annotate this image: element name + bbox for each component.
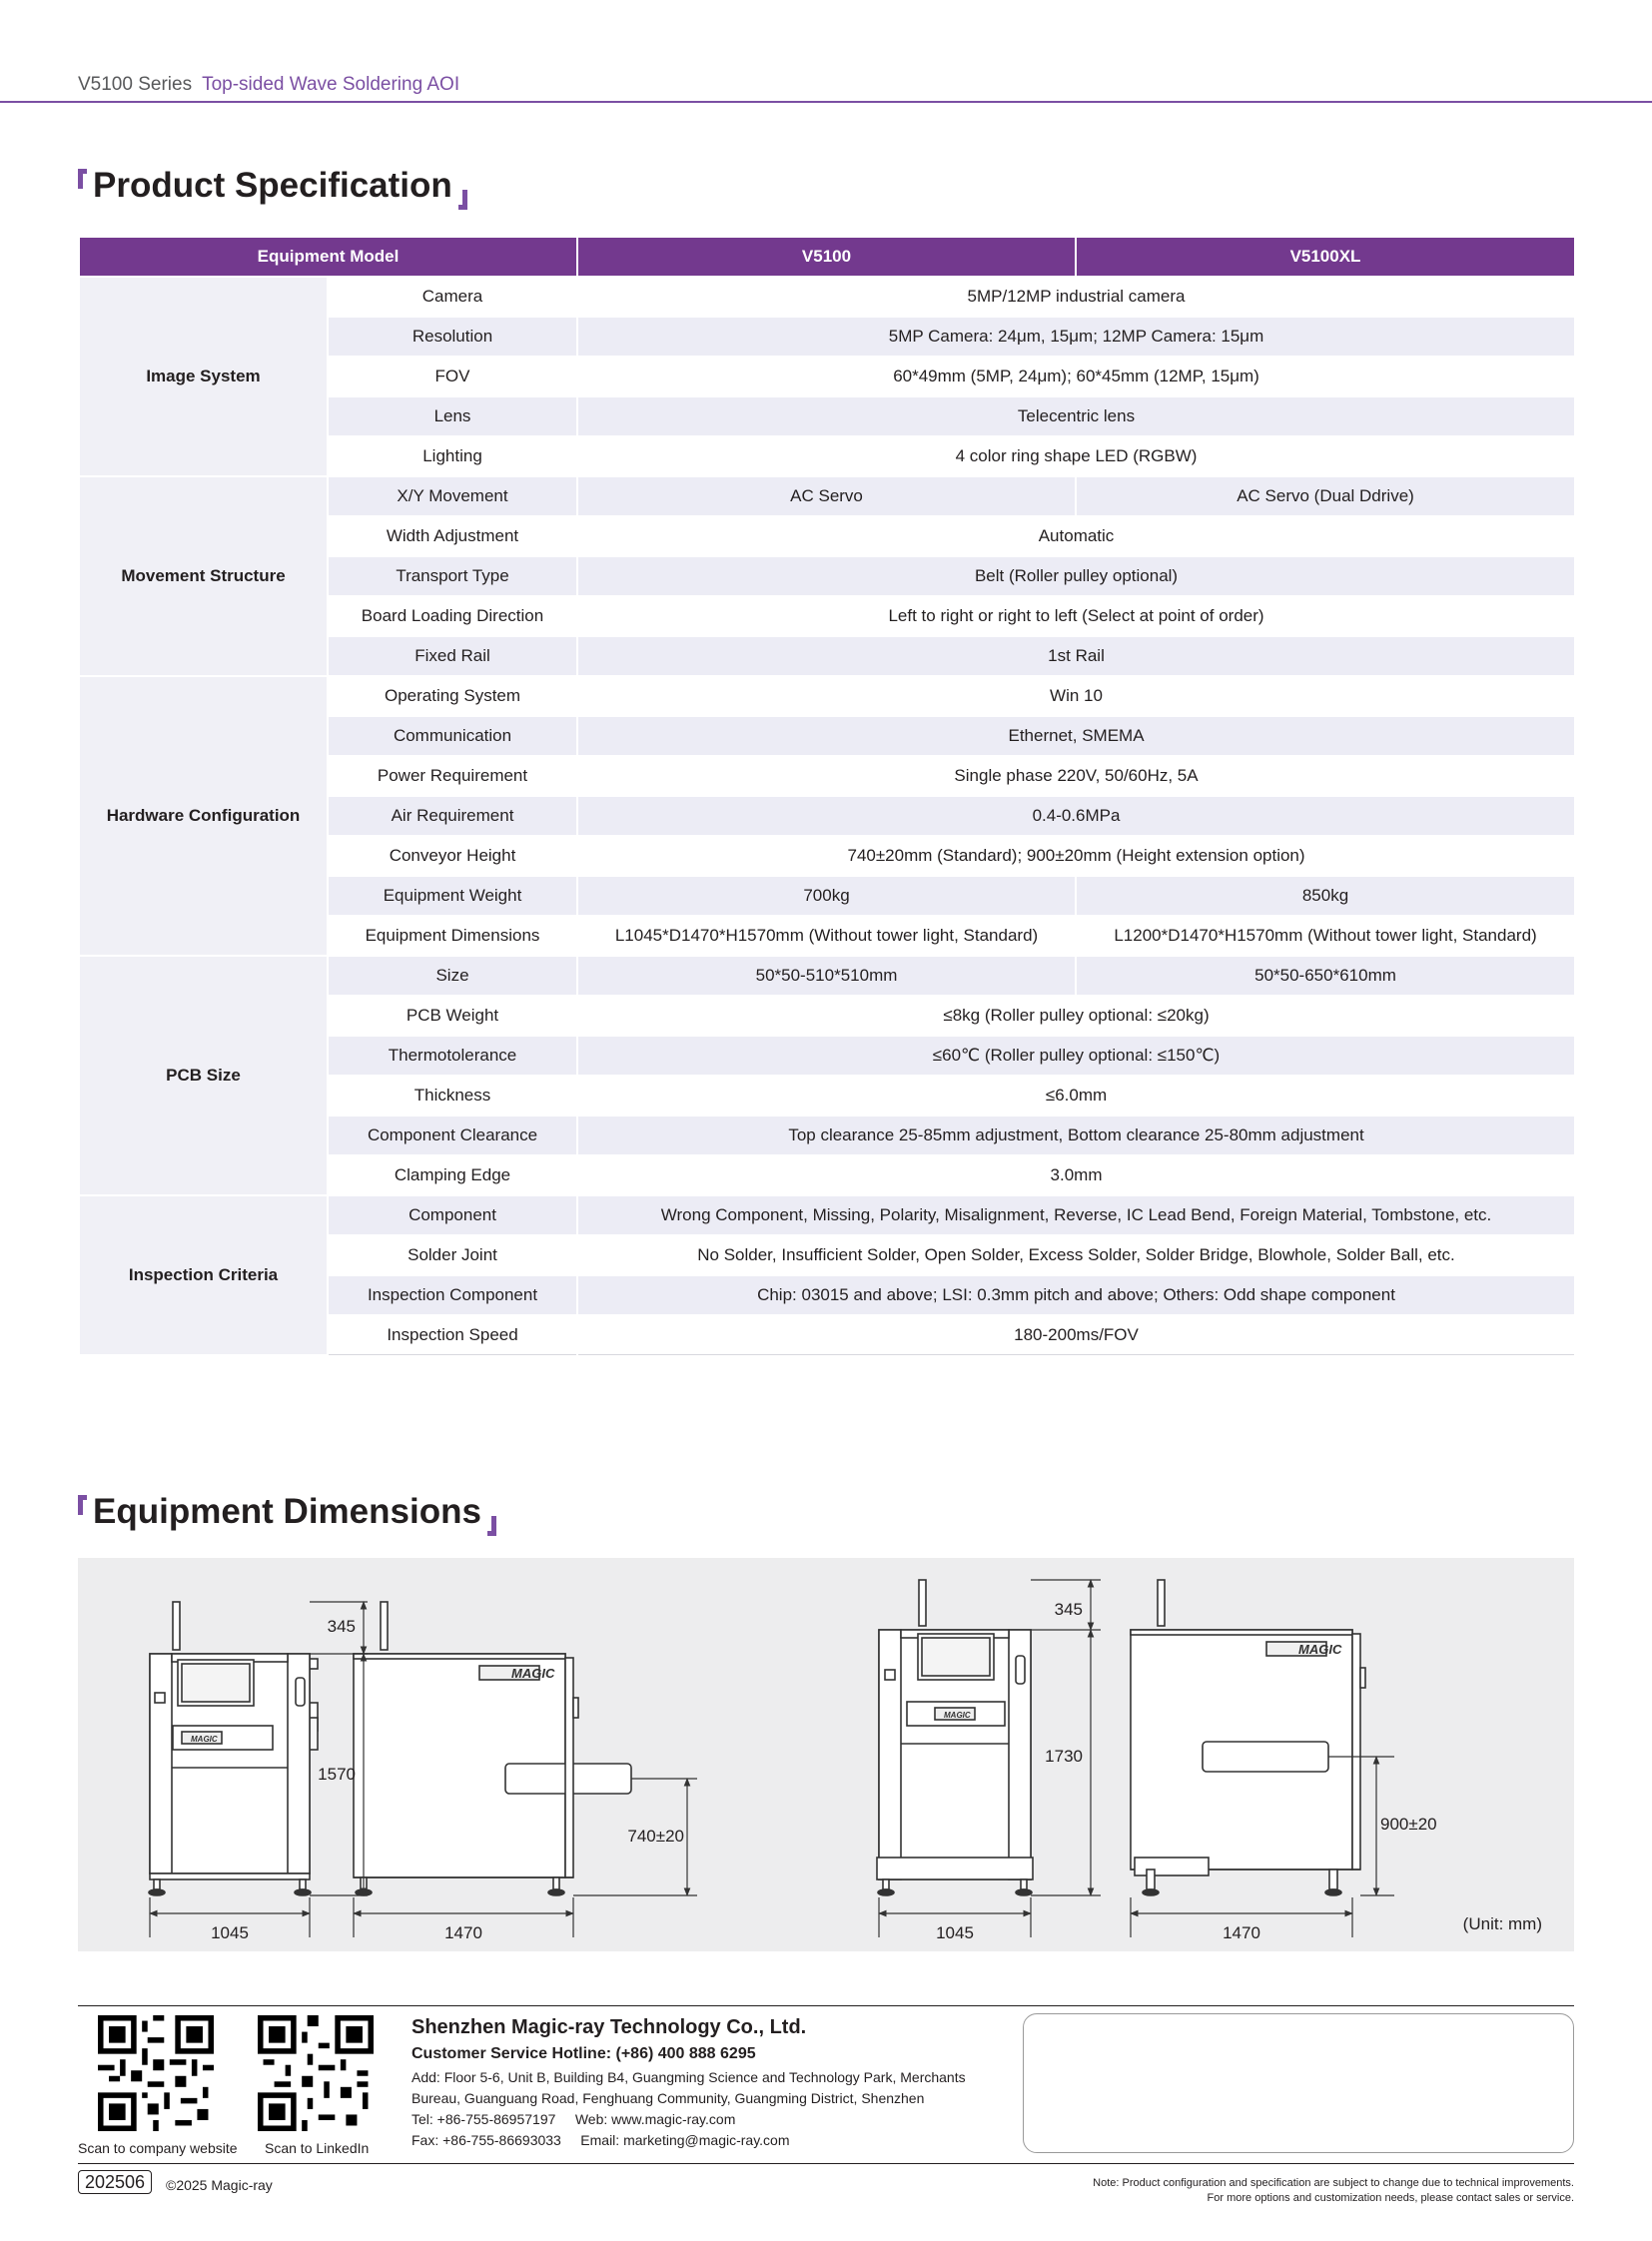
dims-section-title [78,1492,496,1532]
address-line-1: Add: Floor 5-6, Unit B, Building B4, Guangming Science and Technology Park, Merchants [412,2069,966,2085]
unit-label: (Unit: mm) [1462,1914,1542,1933]
spec-value-shared: 740±20mm (Standard); 900±20mm (Height extension option) [577,836,1575,876]
spec-value-shared: ≤6.0mm [577,1076,1575,1116]
spec-item-label: Conveyor Height [328,836,577,876]
spec-value-shared: ≤60℃ (Roller pulley optional: ≤150℃) [577,1036,1575,1076]
spec-value-shared: Single phase 220V, 50/60Hz, 5A [577,756,1575,796]
spec-row [79,676,1575,716]
company-info [412,2013,966,2151]
version-badge: 202506 [78,2170,152,2194]
spec-table [78,236,1576,1356]
right-height-dim: 1730 [1045,1747,1083,1766]
spec-value-v5100: 700kg [577,876,1076,916]
spec-item-label: Lens [328,396,577,436]
spec-value-shared: Left to right or right to left (Select at point of order) [577,596,1575,636]
spec-section-title [78,166,467,206]
spec-category: PCB Size [79,956,328,1195]
logo-text-left-front: MAGIC [191,1735,218,1744]
spec-value-v5100xl: 850kg [1076,876,1575,916]
spec-item-label: Width Adjustment [328,516,577,556]
spec-value-shared: Automatic [577,516,1575,556]
spec-value-shared: 60*49mm (5MP, 24μm); 60*45mm (12MP, 15μm) [577,357,1575,396]
footnote-line-1: Note: Product configuration and specification are subject to change due to technical improvements. [1093,2177,1574,2189]
spec-table-body [79,277,1575,1355]
spec-item-label: Component [328,1195,577,1235]
spec-item-label: PCB Weight [328,996,577,1036]
title-bracket-left [78,169,87,189]
spec-value-v5100xl: 50*50-650*610mm [1076,956,1575,996]
spec-item-label: Equipment Weight [328,876,577,916]
spec-value-shared: 3.0mm [577,1155,1575,1195]
spec-header-row [79,237,1575,277]
spec-value-shared: 4 color ring shape LED (RGBW) [577,436,1575,476]
header-equipment-model: Equipment Model [79,237,577,277]
qr-caption-linkedin: Scan to LinkedIn [265,2140,370,2156]
page-header [78,74,459,96]
spec-item-label: Inspection Component [328,1275,577,1315]
spec-item-label: Thermotolerance [328,1036,577,1076]
spec-value-shared: Wrong Component, Missing, Polarity, Misalignment, Reverse, IC Lead Bend, Foreign Material, Tombstone, etc. [577,1195,1575,1235]
spec-item-label: Lighting [328,436,577,476]
fax-email: Fax: +86-755-86693033 Email: marketing@magic-ray.com [412,2132,790,2148]
title-bracket-left [78,1495,87,1515]
qr-code-linkedin[interactable] [258,2015,374,2131]
spec-value-shared: Telecentric lens [577,396,1575,436]
title-bracket-right [487,1516,496,1536]
spec-item-label: Camera [328,277,577,317]
spec-row [79,476,1575,516]
dims-title-text: Equipment Dimensions [93,1492,481,1531]
footer-bottom-rule [78,2163,1574,2164]
spec-value-shared: 1st Rail [577,636,1575,676]
company-name: Shenzhen Magic-ray Technology Co., Ltd. [412,2016,807,2038]
spec-value-shared: Win 10 [577,676,1575,716]
spec-value-v5100: 50*50-510*510mm [577,956,1076,996]
spec-row [79,956,1575,996]
spec-value-shared: Chip: 03015 and above; LSI: 0.3mm pitch and above; Others: Odd shape component [577,1275,1575,1315]
header-v5100: V5100 [577,237,1076,277]
spec-row [79,277,1575,317]
spec-row [79,1195,1575,1235]
left-tower-dim: 345 [327,1617,356,1636]
spec-item-label: Power Requirement [328,756,577,796]
spec-value-v5100: AC Servo [577,476,1076,516]
distributor-contact-box [1023,2013,1574,2153]
spec-value-v5100xl: L1200*D1470*H1570mm (Without tower light, Standard) [1076,916,1575,956]
header-v5100xl: V5100XL [1076,237,1575,277]
spec-item-label: Operating System [328,676,577,716]
dimensions-panel [78,1558,1574,1951]
footnote-line-2: For more options and customization needs, please contact sales or service. [1207,2192,1574,2204]
spec-value-shared: ≤8kg (Roller pulley optional: ≤20kg) [577,996,1575,1036]
left-depth-dim: 1470 [444,1923,482,1942]
series-name: V5100 Series [78,74,193,95]
left-height-dim: 1570 [318,1765,356,1784]
tel-web: Tel: +86-755-86957197 Web: www.magic-ray.com [412,2111,736,2127]
spec-item-label: X/Y Movement [328,476,577,516]
spec-category: Inspection Criteria [79,1195,328,1355]
right-tower-dim: 345 [1054,1600,1083,1619]
footnote [1093,2176,1574,2206]
logo-text-left-side: MAGIC [511,1666,555,1681]
copyright: ©2025 Magic-ray [166,2177,273,2193]
spec-item-label: Inspection Speed [328,1315,577,1355]
spec-item-label: Solder Joint [328,1235,577,1275]
header-divider [0,101,1652,103]
spec-item-label: Transport Type [328,556,577,596]
spec-category: Hardware Configuration [79,676,328,956]
qr-code-website[interactable] [98,2015,214,2131]
series-subtitle: Top-sided Wave Soldering AOI [202,74,460,95]
spec-value-shared: 0.4-0.6MPa [577,796,1575,836]
spec-item-label: Clamping Edge [328,1155,577,1195]
spec-value-v5100: L1045*D1470*H1570mm (Without tower light, Standard) [577,916,1076,956]
spec-value-shared: Belt (Roller pulley optional) [577,556,1575,596]
logo-text-right-side: MAGIC [1298,1642,1342,1657]
left-conveyor-dim: 740±20 [627,1827,684,1846]
footer-top-rule [78,2005,1574,2006]
spec-value-v5100xl: AC Servo (Dual Ddrive) [1076,476,1575,516]
spec-value-shared: Top clearance 25-85mm adjustment, Bottom clearance 25-80mm adjustment [577,1116,1575,1155]
spec-category: Movement Structure [79,476,328,676]
spec-value-shared: 5MP Camera: 24μm, 15μm; 12MP Camera: 15μm [577,317,1575,357]
dimension-drawings [78,1558,1574,1951]
spec-item-label: Component Clearance [328,1116,577,1155]
spec-value-shared: 180-200ms/FOV [577,1315,1575,1355]
spec-item-label: Air Requirement [328,796,577,836]
right-depth-dim: 1470 [1223,1923,1260,1942]
spec-item-label: Board Loading Direction [328,596,577,636]
spec-item-label: Thickness [328,1076,577,1116]
spec-item-label: Equipment Dimensions [328,916,577,956]
spec-item-label: Size [328,956,577,996]
spec-title-text: Product Specification [93,166,452,205]
logo-text-right-front: MAGIC [944,1711,971,1720]
spec-item-label: FOV [328,357,577,396]
left-width-dim: 1045 [211,1923,249,1942]
spec-value-shared: Ethernet, SMEMA [577,716,1575,756]
spec-item-label: Resolution [328,317,577,357]
spec-category: Image System [79,277,328,476]
qr-caption-website: Scan to company website [78,2140,238,2156]
address-line-2: Bureau, Guanguang Road, Fenghuang Community, Guangming District, Shenzhen [412,2090,925,2106]
spec-value-shared: No Solder, Insufficient Solder, Open Solder, Excess Solder, Solder Bridge, Blowhole, Solder Ball, etc. [577,1235,1575,1275]
spec-item-label: Communication [328,716,577,756]
spec-item-label: Fixed Rail [328,636,577,676]
right-conveyor-dim: 900±20 [1380,1815,1437,1834]
title-bracket-right [458,190,467,210]
service-hotline: Customer Service Hotline: (+86) 400 888 6295 [412,2045,756,2062]
tower-light [173,1602,180,1650]
right-width-dim: 1045 [936,1923,974,1942]
spec-value-shared: 5MP/12MP industrial camera [577,277,1575,317]
